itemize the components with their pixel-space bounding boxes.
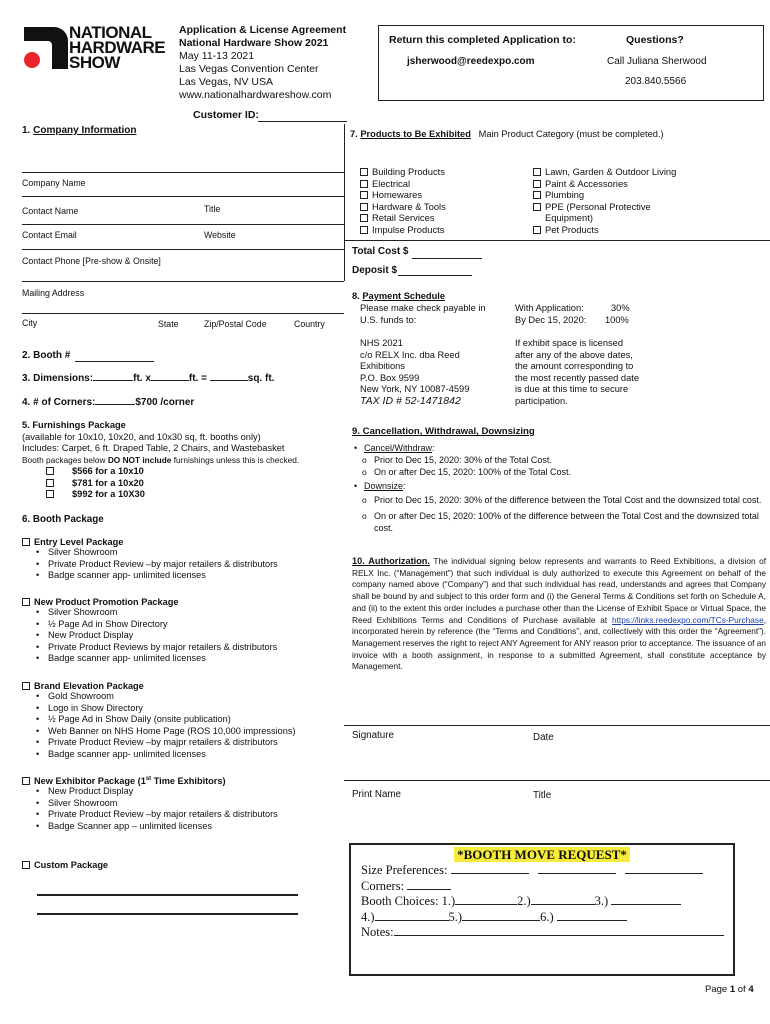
title-label: Title <box>204 204 221 214</box>
furnishing-option-10x30[interactable]: $992 for a 10X30 <box>22 489 352 501</box>
checkbox-icon[interactable] <box>360 226 368 234</box>
total-cost-field[interactable] <box>412 258 482 259</box>
checkbox-icon[interactable] <box>533 168 541 176</box>
list-item: • New Product Display <box>22 786 352 798</box>
package-new-exhibitor <box>22 776 352 832</box>
booth-move-title: *BOOTH MOVE REQUEST* <box>351 847 733 863</box>
zip-label: Zip/Postal Code <box>204 319 267 329</box>
product-lawn-garden[interactable]: Lawn, Garden & Outdoor Living <box>533 166 676 178</box>
package-entry-level <box>22 537 352 582</box>
package-custom-checkbox[interactable]: Custom Package <box>22 860 108 870</box>
contact-email-label: Contact Email <box>22 230 77 240</box>
package-brand-checkbox[interactable]: Brand Elevation Package <box>22 681 352 691</box>
date-label: Date <box>533 732 554 743</box>
list-item: o Prior to Dec 15, 2020: 30% of the Total Cost. <box>352 454 764 466</box>
list-item: • Private Product Review –by major retailers & distributors <box>22 809 352 821</box>
product-impulse[interactable]: Impulse Products <box>360 224 446 236</box>
list-item: • Logo in Show Directory <box>22 703 352 715</box>
checkbox-icon[interactable] <box>360 180 368 188</box>
checkbox-icon[interactable] <box>22 682 30 690</box>
booth-number-field[interactable] <box>75 361 154 362</box>
product-building[interactable]: Building Products <box>360 166 446 178</box>
return-label: Return this completed Application to: <box>389 34 576 46</box>
logo <box>22 25 174 71</box>
cancellation-heading: 9. Cancellation, Withdrawal, Downsizing <box>352 426 535 437</box>
deposit-label: Deposit $ <box>352 265 398 276</box>
signature-divider <box>344 725 770 726</box>
page-number: Page 1 of 4 <box>705 984 754 995</box>
checkbox-icon[interactable] <box>46 490 54 498</box>
list-item: • Private Product Reviews by major retailers & distributors <box>22 642 352 654</box>
payment-address: NHS 2021 c/o RELX Inc. dba Reed Exhibitions P.O. Box 9599 New York, NY 10087-4599 TAX ID # 52-1471842 <box>360 338 470 407</box>
choice-5-field[interactable] <box>462 920 540 921</box>
products-left-column <box>360 166 446 236</box>
choice-4-field[interactable] <box>375 920 449 921</box>
furnishing-option-10x10[interactable]: $566 for a 10x10 <box>22 466 352 478</box>
country-label: Country <box>294 319 325 329</box>
product-ppe-cont: Equipment) <box>545 212 593 224</box>
list-item: • Badge scanner app- unlimited licenses <box>22 653 352 665</box>
list-item: • ½ Page Ad in Show Daily (onsite publication) <box>22 714 352 726</box>
city-label: City <box>22 318 38 328</box>
total-cost-label: Total Cost $ <box>352 246 409 257</box>
company-info-heading: 1. Company Information <box>22 125 137 136</box>
custom-package-line-2[interactable] <box>37 913 298 915</box>
print-name-label: Print Name <box>352 789 401 800</box>
checkbox-icon[interactable] <box>22 598 30 606</box>
checkbox-icon[interactable] <box>533 226 541 234</box>
checkbox-icon[interactable] <box>46 467 54 475</box>
list-item: • Badge scanner app- unlimited licenses <box>22 570 352 582</box>
list-item: • Silver Showroom <box>22 547 352 559</box>
checkbox-icon[interactable] <box>22 538 30 546</box>
list-item: • Badge Scanner app – unlimited licenses <box>22 821 352 833</box>
list-item: o On or after Dec 15, 2020: 100% of the Total Cost. <box>352 466 764 478</box>
list-item: • Gold Showroom <box>22 691 352 703</box>
list-item: o Prior to Dec 15, 2020: 30% of the difference between the Total Cost and the downsized total cost. <box>352 494 764 506</box>
state-label: State <box>158 319 179 329</box>
furnishings-section <box>22 420 352 501</box>
choice-2-field[interactable] <box>531 904 595 905</box>
header-city: Las Vegas, NV USA <box>179 76 273 88</box>
customer-id-field[interactable] <box>258 121 347 122</box>
license-note: If exhibit space is licensed after any of the above dates, the amount corresponding to the most recently passed date is due at this time to secure participation. <box>515 338 640 406</box>
tax-id: TAX ID # 52-1471842 <box>360 394 461 407</box>
customer-id-label: Customer ID: <box>193 109 259 121</box>
furnishings-heading: 5. Furnishings Package <box>22 420 126 430</box>
company-name-label: Company Name <box>22 178 86 188</box>
list-item: • Private Product Review –by majpr retailers & distributors <box>22 737 352 749</box>
furnishings-line-1: (available for 10x10, 10x20, and 10x30 sq, ft. booths only) <box>22 431 261 442</box>
signature-label: Signature <box>352 730 394 741</box>
package-new-product <box>22 597 352 665</box>
checkbox-icon[interactable] <box>22 777 30 785</box>
header-info <box>179 24 346 102</box>
checkbox-icon[interactable] <box>360 191 368 199</box>
product-pet[interactable]: Pet Products <box>533 224 676 236</box>
list-item: • ½ Page Ad in Show Directory <box>22 619 352 631</box>
furnishings-line-3: Booth packages below DO NOT include furnishings unless this is checked. <box>22 454 300 465</box>
size-pref-field-3[interactable] <box>625 873 703 874</box>
package-entry-checkbox[interactable]: Entry Level Package <box>22 537 352 547</box>
header-website: www.nationalhardwareshow.com <box>179 89 332 101</box>
notes-field[interactable] <box>394 935 724 936</box>
payment-schedule-table: With Application: 30% By Dec 15, 2020: 100% <box>515 303 630 325</box>
list-item: • Web Banner on NHS Home Page (ROS 10,000 impressions) <box>22 726 352 738</box>
product-hardware-tools[interactable]: Hardware & Tools <box>360 201 446 213</box>
list-item: o On or after Dec 15, 2020: 100% of the difference between the Total Cost and the downsized total cost. <box>352 510 764 534</box>
booth-move-request-box <box>349 843 735 976</box>
size-pref-field-1[interactable] <box>451 873 529 874</box>
checkbox-icon[interactable] <box>360 203 368 211</box>
header-title-1: Application & License Agreement <box>179 24 347 36</box>
logo-line-2: HARDWARE <box>69 38 166 57</box>
company-name-field[interactable] <box>22 172 344 173</box>
corners-field[interactable] <box>95 404 135 405</box>
contact-phone: 203.840.5566 <box>625 76 687 87</box>
questions-label: Questions? <box>626 34 684 46</box>
product-homewares[interactable]: Homewares <box>360 189 446 201</box>
list-item: • Badge scanner app- unlimited licenses <box>22 749 352 761</box>
authorization-text: 10. Authorization. The individual signing below represents and warrants to Reed Exhibitions, a division of RELX Inc. (“Management”) that such individual is duly authorized to execute this Agreement on behalf of the company named above (“Company”) and that such individual has read, understands and agrees that Company shall be bound by and subject to this order form and (i) the General Terms & Conditions set forth on Schedule A, and (ii) to the extent this order includes a purchase other than the License of Exhibit Space or Virtual Space, the Reed Exhibitions Terms and Conditions of Purchase available at https://links.reedexpo.com/TCs-Purchase, incorporated herein by reference (the “Terms and Conditions”, and, collectively with this order the “Agreement”). Management reserves the right to reject ANY Agreement for ANY reason prior to acceptance. The issuance of an invoice with a booth assignment, in response to a submitted Agreement, shall constitute acceptance by Management. <box>352 556 767 672</box>
checkbox-icon[interactable] <box>22 861 30 869</box>
contact-phone-label: Contact Phone [Pre-show & Onsite] <box>22 256 161 266</box>
contact-name-field[interactable] <box>22 196 344 197</box>
booth-move-fields: Size Preferences: Corners: Booth Choices: 1.) 2.) 3.) 4.) 5.) 6.) Notes: <box>361 863 731 941</box>
mailing-address-label: Mailing Address <box>22 288 85 298</box>
checkbox-icon[interactable] <box>533 180 541 188</box>
terms-link[interactable]: https://links.reedexpo.com/TCs-Purchase <box>611 614 764 625</box>
logo-mark-icon <box>22 25 70 71</box>
furnishings-line-2: Includes: Carpet, 6 ft. Draped Table, 2 Chairs, and Wastebasket <box>22 443 285 453</box>
product-electrical[interactable]: Electrical <box>360 178 446 190</box>
list-item: • New Product Display <box>22 630 352 642</box>
list-item: • Private Product Review –by major retailers & distributors <box>22 559 352 571</box>
dim-total-field[interactable] <box>210 380 248 381</box>
dim-width-field[interactable] <box>93 380 133 381</box>
logo-line-1: NATIONAL <box>69 23 152 42</box>
package-brand-elevation <box>22 681 352 761</box>
list-item: • Silver Showroom <box>22 607 352 619</box>
custom-package-line-1[interactable] <box>37 894 298 896</box>
deposit-field[interactable] <box>398 275 472 276</box>
product-retail-services[interactable]: Retail Services <box>360 212 446 224</box>
booth-number-label: 2. Booth # <box>22 350 71 361</box>
dimensions-row: 3. Dimensions: ft. x ft. = sq. ft. <box>22 373 275 384</box>
section-divider <box>344 240 770 241</box>
products-right-column <box>533 166 676 236</box>
mailing-address-field[interactable] <box>22 281 344 282</box>
product-paint[interactable]: Paint & Accessories <box>533 178 676 190</box>
product-ppe[interactable]: PPE (Personal Protective <box>533 201 676 213</box>
checkbox-icon[interactable] <box>533 203 541 211</box>
list-item: • Silver Showroom <box>22 798 352 810</box>
contact-phone-field[interactable] <box>22 249 344 250</box>
dim-depth-field[interactable] <box>151 380 189 381</box>
contact-box <box>378 25 764 101</box>
header-venue: Las Vegas Convention Center <box>179 63 319 75</box>
package-new-exhibitor-checkbox[interactable]: New Exhibitor Package (1st Time Exhibitors) <box>22 776 352 786</box>
contact-email-field[interactable] <box>22 224 344 225</box>
product-plumbing[interactable]: Plumbing <box>533 189 676 201</box>
package-new-product-checkbox[interactable]: New Product Promotion Package <box>22 597 352 607</box>
choice-3-field[interactable] <box>611 904 681 905</box>
checkbox-icon[interactable] <box>533 191 541 199</box>
print-name-divider <box>344 780 770 781</box>
header-title-2: National Hardware Show 2021 <box>179 37 329 49</box>
header-dates: May 11-13 2021 <box>179 50 255 62</box>
contact-person: Call Juliana Sherwood <box>607 56 707 67</box>
products-heading: 7. Products to Be Exhibited Main Product Category (must be completed.) <box>350 129 664 139</box>
checkbox-icon[interactable] <box>360 168 368 176</box>
logo-line-3: SHOW <box>69 53 120 72</box>
corners-row: 4. # of Corners: $700 /corner <box>22 397 195 408</box>
cancellation-section: • Cancel/Withdraw: o Prior to Dec 15, 2020: 30% of the Total Cost. o On or after Dec 15, 2020: 100% of the Total Cost. • Downsize: o Prior to Dec 15, 2020: 30% of the difference between the Total Cost and the downsized total cost. o On or after Dec 15, 2020: 100% of the difference between the Total Cost and the downsized total cost. <box>352 442 764 534</box>
return-email[interactable]: jsherwood@reedexpo.com <box>407 56 535 67</box>
size-pref-field-2[interactable] <box>538 873 616 874</box>
checkbox-icon[interactable] <box>360 214 368 222</box>
furnishing-option-10x20[interactable]: $781 for a 10x20 <box>22 478 352 490</box>
payment-heading: 8. Payment Schedule <box>352 291 446 301</box>
contact-name-label: Contact Name <box>22 206 79 216</box>
city-field[interactable] <box>22 313 344 314</box>
title-label-sig: Title <box>533 790 552 801</box>
column-divider <box>344 124 345 281</box>
website-label: Website <box>204 230 236 240</box>
corners-move-field[interactable] <box>407 889 451 890</box>
choice-6-field[interactable] <box>557 920 627 921</box>
payable-text: Please make check payable in U.S. funds to: <box>360 303 486 325</box>
checkbox-icon[interactable] <box>46 479 54 487</box>
booth-package-heading: 6. Booth Package <box>22 514 104 525</box>
choice-1-field[interactable] <box>455 904 517 905</box>
